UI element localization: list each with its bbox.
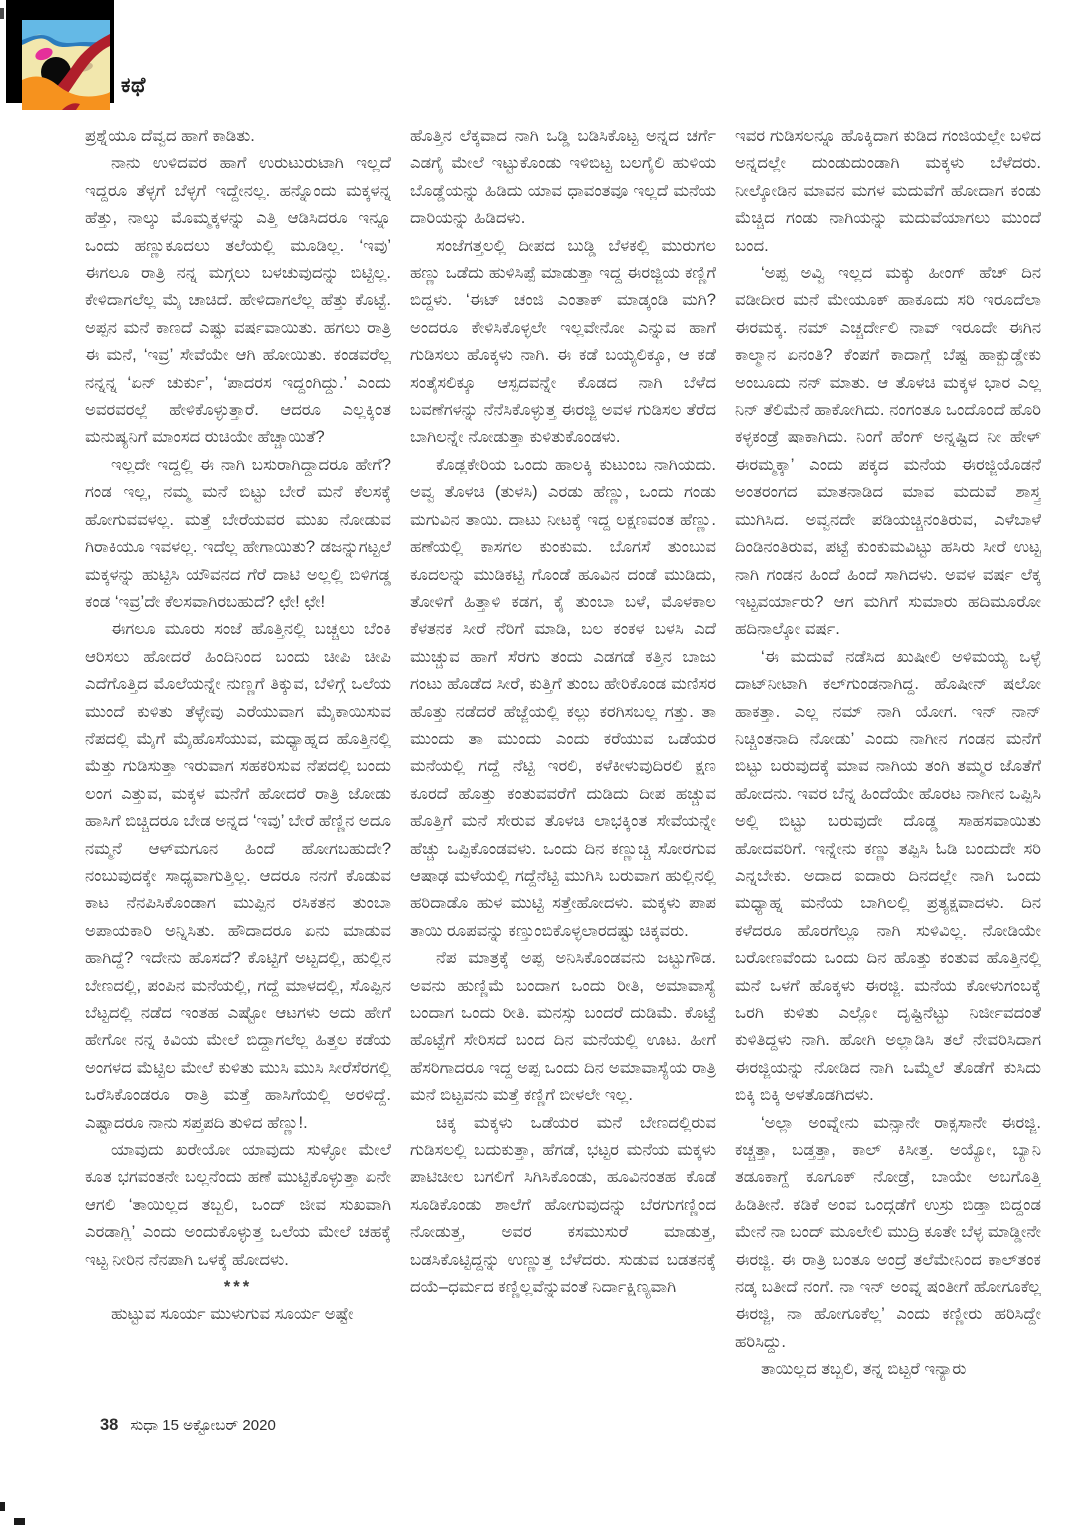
story-paragraph: ಇವರ ಗುಡಿಸಲನ್ನೂ ಹೊಕ್ಕಿದಾಗ ಕುಡಿದ ಗಂಜಿಯಲ್ಲೇ ಬಳಿದ ಅನ್ನದಲ್ಲೇ ದುಂಡುದುಂಡಾಗಿ ಮಕ್ಕಳು ಬೆಳೆದರು. ನೀಲ್ಕೋಡಿನ ಮಾವನ ಮಗಳ ಮದುವೆಗೆ ಹೋದಾಗ ಕಂಡು ಮೆಚ್ಚಿದ ಗಂಡು ನಾಗಿಯನ್ನು ಮದುವೆಯಾಗಲು ಮುಂದೆ ಬಂದ. [735,127,1041,255]
story-paragraph: ಯಾವುದು ಖರೇಯೋ ಯಾವುದು ಸುಳ್ಳೋ ಮೇಲೆ ಕೂತ ಭಗವಂತನೇ ಬಲ್ಲನೆಂದು ಹಣೆ ಮುಟ್ಟಿಕೊಳ್ಳುತ್ತಾ ಏನೇ ಆಗಲಿ ‘ತಾಯಿಲ್ಲದ ತಬ್ಬಲಿ, ಒಂದ್ ಜೀವ ಸುಖವಾಗಿ ಎರಡಾಗ್ಲಿ’ ಎಂದು ಅಂದುಕೊಳ್ಳುತ್ತ ಒಲೆಯ ಮೇಲೆ ಚಹಕ್ಕೆ ಇಟ್ಟ ನೀರಿನ ನೆನಪಾಗಿ ಒಳಕ್ಕೆ ಹೋದಳು. [85,1141,391,1269]
text-column-3 [735,123,1041,1418]
section-separator: *** [223,1278,253,1297]
page-footer [100,1416,276,1435]
story-paragraph: ನಾನು ಉಳಿದವರ ಹಾಗೆ ಉರುಟುರುಟಾಗಿ ಇಲ್ಲದೆ ಇದ್ದರೂ ತೆಳ್ಳಗೆ ಬೆಳ್ಳಗೆ ಇದ್ದೇನಲ್ಲ. ಹನ್ನೊಂದು ಮಕ್ಕಳನ್ನ ಹೆತ್ತು, ನಾಲ್ಕು ಮೊಮ್ಮಕ್ಕಳನ್ನು ಎತ್ತಿ ಆಡಿಸಿದರೂ ಇನ್ನೂ ಒಂದು ಹಣ್ಣುಕೂದಲು ತಲೆಯಲ್ಲಿ ಮೂಡಿಲ್ಲ. ‘ಇವು’ ಈಗಲೂ ರಾತ್ರಿ ನನ್ನ ಮಗ್ಗಲು ಬಳಚುವುದನ್ನು ಬಿಟ್ಟಿಲ್ಲ. ಕೇಳಿದಾಗಲೆಲ್ಲ ಮೈ ಚಾಚಿದೆ. ಹೇಳಿದಾಗಲೆಲ್ಲ ಹೆತ್ತು ಕೊಟ್ಟೆ. ಅಪ್ಪನ ಮನೆ ಕಾಣದೆ ಎಷ್ಟು ವರ್ಷವಾಯಿತು. ಹಗಲು ರಾತ್ರಿ ಈ ಮನೆ, ‘ಇವ್ರ’ ಸೇವೆಯೇ ಆಗಿ ಹೋಯಿತು. ಕಂಡವರೆಲ್ಲ ನನ್ನನ್ನ ‘ಏನ್ ಚುರ್ಕು’, ‘ಪಾದರಸ ಇದ್ದಂಗಿದ್ದು.’ ಎಂದು ಅವರವರಲ್ಲೆ ಹೇಳಿಕೊಳ್ಳುತ್ತಾರೆ. ಆದರೂ ಎಲ್ಲಕ್ಕಿಂತ ಮನುಷ್ಯನಿಗೆ ಮಾಂಸದ ರುಚಿಯೇ ಹೆಚ್ಚಾಯಿತೆ? [85,154,391,447]
print-edge-mark [0,8,4,19]
story-paragraph: ಸಂಜೆಗತ್ತಲಲ್ಲಿ ದೀಪದ ಬುಡ್ಡಿ ಬೆಳಕಲ್ಲಿ ಮುರುಗಲ ಹಣ್ಣು ಒಡೆದು ಹುಳಿಸಿಪ್ಪೆ ಮಾಡುತ್ತಾ ಇದ್ದ ಈರಜ್ಜಿಯ ಕಣ್ಣಿಗೆ ಬಿದ್ದಳು. ‘ಈಟ್ ಚಂಜಿ ಎಂತಾಕ್ ಮಾಡ್ಕಂಡಿ ಮಗಿ? ಅಂದರೂ ಕೇಳಿಸಿಕೊಳ್ಳಲೇ ಇಲ್ಲವೇನೋ ಎನ್ನುವ ಹಾಗೆ ಗುಡಿಸಲು ಹೊಕ್ಕಳು ನಾಗಿ. ಈ ಕಡೆ ಬಯ್ಯಲಿಕ್ಕೂ, ಆ ಕಡೆ ಸಂತೈಸಲಿಕ್ಕೂ ಆಸ್ಪದವನ್ನೇ ಕೊಡದ ನಾಗಿ ಬೆಳೆದ ಬವಣೆಗಳನ್ನು ನೆನೆಸಿಕೊಳ್ಳುತ್ತ ಈರಜ್ಜಿ ಅವಳ ಗುಡಿಸಲ ತೆರೆದ ಬಾಗಿಲನ್ನೇ ನೋಡುತ್ತಾ ಕುಳಿತುಕೊಂಡಳು. [410,236,716,447]
text-column-2 [410,123,716,1418]
page-number: 38 [100,1416,119,1434]
story-paragraph: ಚಿಕ್ಕ ಮಕ್ಕಳು ಒಡೆಯರ ಮನೆ ಬೇಣದಲ್ಲಿರುವ ಗುಡಿಸಲಲ್ಲಿ ಬದುಕುತ್ತಾ, ಹೆಗಡೆ, ಭಟ್ಟರ ಮನೆಯ ಮಕ್ಕಳು ಪಾಟಿಚೀಲ ಬಗಲಿಗೆ ಸಿಗಿಸಿಕೊಂಡು, ಹೂವಿನಂತಹ ಕೊಡೆ ಸೂಡಿಕೊಂಡು ಶಾಲೆಗೆ ಹೋಗುವುದನ್ನು ಬೆರಗುಗಣ್ಣಿಂದ ನೋಡುತ್ತ, ಅವರ ಕಸಮುಸುರೆ ಮಾಡುತ್ತ, ಬಡಸಿಕೊಟ್ಟಿದ್ದನ್ನು ಉಣ್ಣುತ್ತ ಬೆಳೆದರು. ಸುಡುವ ಬಡತನಕ್ಕೆ ದಯೆ–ಧರ್ಮದ ಕಣ್ಣಿಲ್ಲವೆನ್ನುವಂತೆ ನಿರ್ದಾಕ್ಷಿಣ್ಯವಾಗಿ [410,1113,716,1297]
story-paragraph: ‘ಈ ಮದುವೆ ನಡೆಸಿದ ಖುಷೀಲಿ ಅಳಿಮಯ್ಯ ಒಳ್ಳೆ ದಾಟ್‌ನೀಟಾಗಿ ಕಲ್‌ಗುಂಡನಾಗಿದ್ದ. ಹೊಷೀನ್ ಷಲೋ ಹಾಕತ್ತಾ. ಎಲ್ಲ ನಮ್ ನಾಗಿ ಯೋಗ. ಇನ್ ನಾನ್ ನಿಚ್ಚಿಂತನಾದಿ ನೋಡು’ ಎಂದು ನಾಗೀನ ಗಂಡನ ಮನೆಗೆ ಬಿಟ್ಟು ಬರುವುದಕ್ಕೆ ಮಾವ ನಾಗಿಯ ತಂಗಿ ತಮ್ಮರ ಜೊತೆಗೆ ಹೋದನು. ಇವರ ಬೆನ್ನ ಹಿಂದೆಯೇ ಹೊರಟ ನಾಗೀನ ಒಪ್ಪಿಸಿ ಅಲ್ಲಿ ಬಿಟ್ಟು ಬರುವುದೇ ದೊಡ್ಡ ಸಾಹಸವಾಯಿತು ಹೋದವರಿಗೆ. ಇನ್ನೇನು ಕಣ್ಣು ತಪ್ಪಿಸಿ ಓಡಿ ಬಂದುದೇ ಸರಿ ಎನ್ನಬೇಕು. ಅದಾದ ಐದಾರು ದಿನದಲ್ಲೇ ನಾಗಿ ಒಂದು ಮಧ್ಯಾಹ್ನ ಮನೆಯ ಬಾಗಿಲಲ್ಲಿ ಪ್ರತ್ಯಕ್ಷವಾದಳು. ದಿನ ಕಳೆದರೂ ಹೊರಗೆಲ್ಲೂ ನಾಗಿ ಸುಳಿವಿಲ್ಲ. ನೋಡಿಯೇ ಬರೋಣವೆಂದು ಒಂದು ದಿನ ಹೊತ್ತು ಕಂತುವ ಹೊತ್ತಿನಲ್ಲಿ ಮನೆ ಒಳಗೆ ಹೊಕ್ಕಳು ಈರಜ್ಜಿ. ಮನೆಯ ಕೋಳುಗಂಬಕ್ಕೆ ಒರಗಿ ಕುಳಿತು ಎಲ್ಲೋ ದೃಷ್ಟಿನೆಟ್ಟು ನಿರ್ಜೀವದಂತೆ ಕುಳಿತಿದ್ದಳು ನಾಗಿ. ಹೋಗಿ ಅಲ್ಲಾಡಿಸಿ ತಲೆ ನೇವರಿಸಿದಾಗ ಈರಜ್ಜಿಯನ್ನು ನೋಡಿದ ನಾಗಿ ಒಮ್ಮೆಲೆ ತೊಡೆಗೆ ಕುಸಿದು ಬಿಕ್ಕಿ ಬಿಕ್ಕಿ ಅಳತೊಡಗಿದಳು. [735,647,1041,1105]
story-paragraph: ಹುಟ್ಟುವ ಸೂರ್ಯ ಮುಳುಗುವ ಸೂರ್ಯ ಅಷ್ಟೇ [111,1305,354,1324]
story-paragraph: ಹೊತ್ತಿನ ಲೆಕ್ಕವಾದ ನಾಗಿ ಒಡ್ಡಿ ಬಡಿಸಿಕೊಟ್ಟ ಅನ್ನದ ಚರ್ಗೆ ಎಡಗೈ ಮೇಲೆ ಇಟ್ಟುಕೊಂಡು ಇಳಿಬಿಟ್ಟ ಬಲಗೈಲಿ ಹುಳಿಯ ಬೊಡ್ಡೆಯನ್ನು ಹಿಡಿದು ಯಾವ ಧಾವಂತವೂ ಇಲ್ಲದೆ ಮನೆಯ ದಾರಿಯನ್ನು ಹಿಡಿದಳು. [410,127,716,228]
story-paragraph: ಕೊಡ್ಲಕೇರಿಯ ಒಂದು ಹಾಲಕ್ಕಿ ಕುಟುಂಬ ನಾಗಿಯದು. ಅವ್ವ ತೊಳಚಿ (ತುಳಸಿ) ಎರಡು ಹೆಣ್ಣು, ಒಂದು ಗಂಡು ಮಗುವಿನ ತಾಯಿ. ದಾಟು ನೀಟಕ್ಕೆ ಇದ್ದ ಲಕ್ಷಣವಂತ ಹೆಣ್ಣು. ಹಣೆಯಲ್ಲಿ ಕಾಸಗಲ ಕುಂಕುಮ. ಬೊಗಸೆ ತುಂಬುವ ಕೂದಲನ್ನು ಮುಡಿಕಟ್ಟಿ ಗೊಂಡೆ ಹೂವಿನ ದಂಡೆ ಮುಡಿದು, ತೋಳಿಗೆ ಹಿತ್ತಾಳಿ ಕಡಗ, ಕೈ ತುಂಬಾ ಬಳೆ, ಮೊಳಕಾಲ ಕೆಳತನಕ ಸೀರೆ ನೆರಿಗೆ ಮಾಡಿ, ಬಲ ಕಂಕಳ ಬಳಸಿ ಎದೆ ಮುಚ್ಚುವ ಹಾಗೆ ಸೆರಗು ತಂದು ಎಡಗಡೆ ಕತ್ತಿನ ಬಾಜು ಗಂಟು ಹೊಡೆದ ಸೀರೆ, ಕುತ್ತಿಗೆ ತುಂಬ ಹೇರಿಕೊಂಡ ಮಣಿಸರ ಹೊತ್ತು ನಡೆದರೆ ಹೆಜ್ಜೆಯಲ್ಲಿ ಕಲ್ಲು ಕರಗಿಸಬಲ್ಲ ಗತ್ತು. ತಾ ಮುಂದು ತಾ ಮುಂದು ಎಂದು ಕರೆಯುವ ಒಡೆಯರ ಮನೆಯಲ್ಲಿ ಗದ್ದೆ ನೆಟ್ಟಿ ಇರಲಿ, ಕಳೆಕೀಳುವುದಿರಲಿ ಕ್ಷಣ ಕೂರದೆ ಹೊತ್ತು ಕಂತುವವರೆಗೆ ದುಡಿದು ದೀಪ ಹಚ್ಚುವ ಹೊತ್ತಿಗೆ ಮನೆ ಸೇರುವ ತೊಳಚಿ ಲಾಭಕ್ಕಿಂತ ಸೇವೆಯನ್ನೇ ಹೆಚ್ಚು ಒಪ್ಪಿಕೊಂಡವಳು. ಒಂದು ದಿನ ಕಣ್ಣುಚ್ಚಿ ಸೋರಗುವ ಆಷಾಢ ಮಳೆಯಲ್ಲಿ ಗದ್ದೆನೆಟ್ಟಿ ಮುಗಿಸಿ ಬರುವಾಗ ಹುಲ್ಲಿನಲ್ಲಿ ಹರಿದಾಡೊ ಹುಳ ಮುಟ್ಟಿ ಸತ್ತೇಹೋದಳು. ಮಕ್ಕಳು ಪಾಪ ತಾಯಿ ರೂಪವನ್ನು ಕಣ್ತುಂಬಿಕೊಳ್ಳಲಾರದಷ್ಟು ಚಿಕ್ಕವರು. [410,455,716,940]
issue-label: ಸುಧಾ 15 ಅಕ್ಟೋಬರ್ 2020 [130,1417,276,1434]
story-paragraph: ಇಲ್ಲದೇ ಇದ್ದಲ್ಲಿ ಈ ನಾಗಿ ಬಸುರಾಗಿದ್ದಾದರೂ ಹೇಗೆ? ಗಂಡ ಇಲ್ಲ, ನಮ್ಮ ಮನೆ ಬಿಟ್ಟು ಬೇರೆ ಮನೆ ಕೆಲಸಕ್ಕೆ ಹೋಗುವವಳಲ್ಲ. ಮತ್ತೆ ಬೇರೆಯವರ ಮುಖ ನೋಡುವ ಗಿರಾಕಿಯೂ ಇವಳಲ್ಲ. ಇದೆಲ್ಲ ಹೇಗಾಯಿತು? ಡಜನ್ನುಗಟ್ಟಲೆ ಮಕ್ಕಳನ್ನು ಹುಟ್ಟಿಸಿ ಯೌವನದ ಗೆರೆ ದಾಟಿ ಅಲ್ಲಲ್ಲಿ ಬಿಳಿಗಡ್ಡ ಕಂಡ ‘ಇವ್ರ’ದೇ ಕೆಲಸವಾಗಿರಬಹುದೆ? ಛೇ! ಛೇ! [85,455,391,611]
print-registration-mark [0,1502,5,1511]
story-paragraph: ‘ಅಲ್ಲಾ ಅಂವ್ನೇನು ಮನ್ಸಾನೇ ರಾಕ್ಸಸಾನೇ ಈರಜ್ಜಿ. ಕಚ್ಚತ್ತಾ, ಬಡ್ತತ್ತಾ, ಕಾಲ್ ಕಿಸೀತ್ತ. ಅಯ್ಯೋ, ಬ್ಯಾನಿ ತಡೂಕಾಗ್ದೆ ಕೂಗೂಕ್ ನೋಡ್ರೆ, ಬಾಯೇ ಅಬಗೊತ್ತಿ ಹಿಡಿತೀನೆ. ಕಡಿಕೆ ಅಂವ ಒಂದ್ಗಡೆಗೆ ಉಸ್ರು ಬಿಡ್ತಾ ಬಿದ್ದಂಡ ಮೇನೆ ನಾ ಬಂದ್ ಮೂಲೇಲಿ ಮುದ್ರಿ ಕೂತೇ ಬೆಳ್ಳ ಮಾಡ್ಡೀನೇ ಈರಜ್ಜಿ. ಈ ರಾತ್ರಿ ಬಂತೂ ಅಂದ್ರೆ ತಲೆಮೇನಿಂದ ಕಾಲ್‌ತಂಕ ನಡ್ಕ ಬತೀದೆ ನಂಗೆ. ನಾ ಇನ್ ಅಂವ್ನ ಷಂತೀಗೆ ಹೋಗೂಕೆಲ್ಲ ಈರಜ್ಜಿ, ನಾ ಹೋಗೂಕೆಲ್ಲ’ ಎಂದು ಕಣ್ಣೀರು ಹರಿಸಿದ್ದೇ ಹರಿಸಿದ್ದು. [735,1113,1041,1351]
story-paragraph: ಪ್ರಶ್ನೆಯೂ ದೆವ್ವದ ಹಾಗೆ ಕಾಡಿತು. [85,127,255,145]
section-label: ಕಥೆ [121,74,146,97]
print-registration-mark [14,1518,25,1525]
story-paragraph: ಈಗಲೂ ಮೂರು ಸಂಜೆ ಹೊತ್ತಿನಲ್ಲಿ ಬಚ್ಚಲು ಬೆಂಕಿ ಆರಿಸಲು ಹೋದರೆ ಹಿಂದಿನಿಂದ ಬಂದು ಚೀಪಿ ಚೀಪಿ ಎದೆಗೊತ್ತಿದ ಮೊಲೆಯನ್ನೇ ನುಣ್ಣಗೆ ತಿಕ್ಕುವ, ಬೆಳಿಗ್ಗೆ ಒಲೆಯ ಮುಂದೆ ಕುಳಿತು ತೆಳ್ಳೇವು ಎರೆಯುವಾಗ ಮೈಕಾಯಿಸುವ ನೆಪದಲ್ಲಿ ಮೈಗೆ ಮೈಹೊಸೆಯುವ, ಮಧ್ಯಾಹ್ನದ ಹೊತ್ತಿನಲ್ಲಿ ಮೆತ್ತು ಗುಡಿಸುತ್ತಾ ಇರುವಾಗ ಸಹಕರಿಸುವ ನೆಪದಲ್ಲಿ ಬಂದು ಲಂಗ ಎತ್ತುವ, ಮಕ್ಕಳ ಮನೆಗೆ ಹೋದರೆ ರಾತ್ರಿ ಜೋಡು ಹಾಸಿಗೆ ಬಿಚ್ಚಿದರೂ ಬೇಡ ಅನ್ನದ ‘ಇವು’ ಬೇರೆ ಹೆಣ್ಣಿನ ಅದೂ ನಮ್ಮನೆ ಆಳ್‌ಮಗೂನ ಹಿಂದೆ ಹೋಗಬಹುದೇ? ನಂಬುವುದಕ್ಕೇ ಸಾಧ್ಯವಾಗುತ್ತಿಲ್ಲ. ಆದರೂ ನನಗೆ ಕೊಡುವ ಕಾಟ ನೆನಪಿಸಿಕೊಂಡಾಗ ಮುಪ್ಪಿನ ರಸಿಕತನ ತುಂಬಾ ಅಪಾಯಕಾರಿ ಅನ್ನಿಸಿತು. ಹೌದಾದರೂ ಏನು ಮಾಡುವ ಹಾಗಿದ್ದೆ? ಇದೇನು ಹೊಸದೆ? ಕೊಟ್ಟಿಗೆ ಅಟ್ಟದಲ್ಲಿ, ಹುಲ್ಲಿನ ಬೇಣದಲ್ಲಿ, ಪಂಪಿನ ಮನೆಯಲ್ಲಿ, ಗದ್ದೆ ಮಾಳದಲ್ಲಿ, ಸೊಪ್ಪಿನ ಬೆಟ್ಟದಲ್ಲಿ ನಡೆದ ಇಂತಹ ಎಷ್ಟೋ ಆಟಗಳು ಅದು ಹೇಗೆ ಹೇಗೋ ನನ್ನ ಕಿವಿಯ ಮೇಲೆ ಬಿದ್ದಾಗಲೆಲ್ಲ ಹಿತ್ತಲ ಕಡೆಯ ಅಂಗಳದ ಮೆಟ್ಟಿಲ ಮೇಲೆ ಕುಳಿತು ಮುಸಿ ಮುಸಿ ಸೀರೆಸೆರಗಲ್ಲಿ ಒರೆಸಿಕೊಂಡರೂ ರಾತ್ರಿ ಮತ್ತೆ ಹಾಸಿಗೆಯಲ್ಲಿ ಅರಳಿದ್ದೆ. ಎಷ್ಟಾದರೂ ನಾನು ಸಪ್ತಪದಿ ತುಳಿದ ಹೆಣ್ಣು!. [85,620,391,1132]
text-column-1 [85,123,391,1418]
story-paragraph: ತಾಯಿಲ್ಲದ ತಬ್ಬಲಿ, ತನ್ನ ಬಿಟ್ಟರೆ ಇನ್ಯಾರು [761,1360,967,1379]
story-paragraph: ‘ಅಪ್ಪ ಅವ್ವಿ ಇಲ್ಲದ ಮಕ್ಕು ಹೀಂಗ್ ಹೆಚ್ ದಿನ ವಡೀದೀರ ಮನೆ ಮೇಯೂಕ್ ಹಾಕೂದು ಸರಿ ಇರೂದೆಲಾ ಈರಮಕ್ಕ. ನಮ್ ಎಚ್ಚರ್ದೇಲಿ ನಾವ್ ಇರೂದೇ ಈಗಿನ ಕಾಲ್ಮಾನ ಏನಂತಿ? ಕೆಂಪಗೆ ಕಾದಾಗ್ಲೆ ಬೆಷ್ಟ ಹಾಕ್ಬುಡ್ಡೇಕು ಅಂಬೂದು ನನ್ ಮಾತು. ಆ ತೊಳಚಿ ಮಕ್ಕಳ ಭಾರ ಎಲ್ಲ ನಿನ್ ತೆಲಿಮೆನೆ ಹಾಕೋಗಿದು. ನಂಗಂತೂ ಒಂದೊಂದೆ ಹೊರಿ ಕಳ್ಳಕಂಡ್ರೆ ಷಾಕಾಗಿದು. ನಿಂಗೆ ಹೆಂಗ್ ಅನ್ನಷ್ಟಿದ ನೀ ಹೇಳ್ ಈರಮ್ಮಕ್ಕಾ’ ಎಂದು ಪಕ್ಕದ ಮನೆಯ ಈರಜ್ಜಿಯೊಡನೆ ಅಂತರಂಗದ ಮಾತನಾಡಿದ ಮಾವ ಮದುವೆ ಶಾಸ್ತ್ರ ಮುಗಿಸಿದ. ಅವ್ವನದೇ ಪಡಿಯಚ್ಚಿನಂತಿರುವ, ಎಳೆಬಾಳೆ ದಿಂಡಿನಂತಿರುವ, ಪಟ್ಟೆ ಕುಂಕುಮವಿಟ್ಟು ಹಸಿರು ಸೀರೆ ಉಟ್ಟ ನಾಗಿ ಗಂಡನ ಹಿಂದೆ ಹಿಂದೆ ಸಾಗಿದಳು. ಅವಳ ವರ್ಷ ಲೆಕ್ಕ ಇಟ್ಟವರ್ಯಾರು? ಆಗ ಮಗಿಗೆ ಸುಮಾರು ಹದಿಮೂರೋ ಹದಿನಾಲ್ಕೋ ವರ್ಷ. [735,264,1041,639]
story-paragraph: ನೆಪ ಮಾತ್ರಕ್ಕೆ ಅಪ್ಪ ಅನಿಸಿಕೊಂಡವನು ಜಟ್ಟುಗೌಡ. ಅವನು ಹುಣ್ಣಿಮೆ ಬಂದಾಗ ಒಂದು ರೀತಿ, ಅಮಾವಾಸ್ಯೆ ಬಂದಾಗ ಒಂದು ರೀತಿ. ಮನಸ್ಸು ಬಂದರೆ ದುಡಿಮೆ. ಕೊಟ್ಟೆ ಹೊಟ್ಟೆಗೆ ಸೇರಿಸದೆ ಬಂದ ದಿನ ಮನೆಯಲ್ಲಿ ಊಟ. ಹೀಗೆ ಹೆಸರಿಗಾದರೂ ಇದ್ದ ಅಪ್ಪ ಒಂದು ದಿನ ಅಮಾವಾಸ್ಯೆಯ ರಾತ್ರಿ ಮನೆ ಬಿಟ್ಟವನು ಮತ್ತೆ ಕಣ್ಣಿಗೆ ಬೀಳಲೇ ಇಲ್ಲ. [410,949,716,1105]
abstract-art-logo-image [22,20,110,110]
